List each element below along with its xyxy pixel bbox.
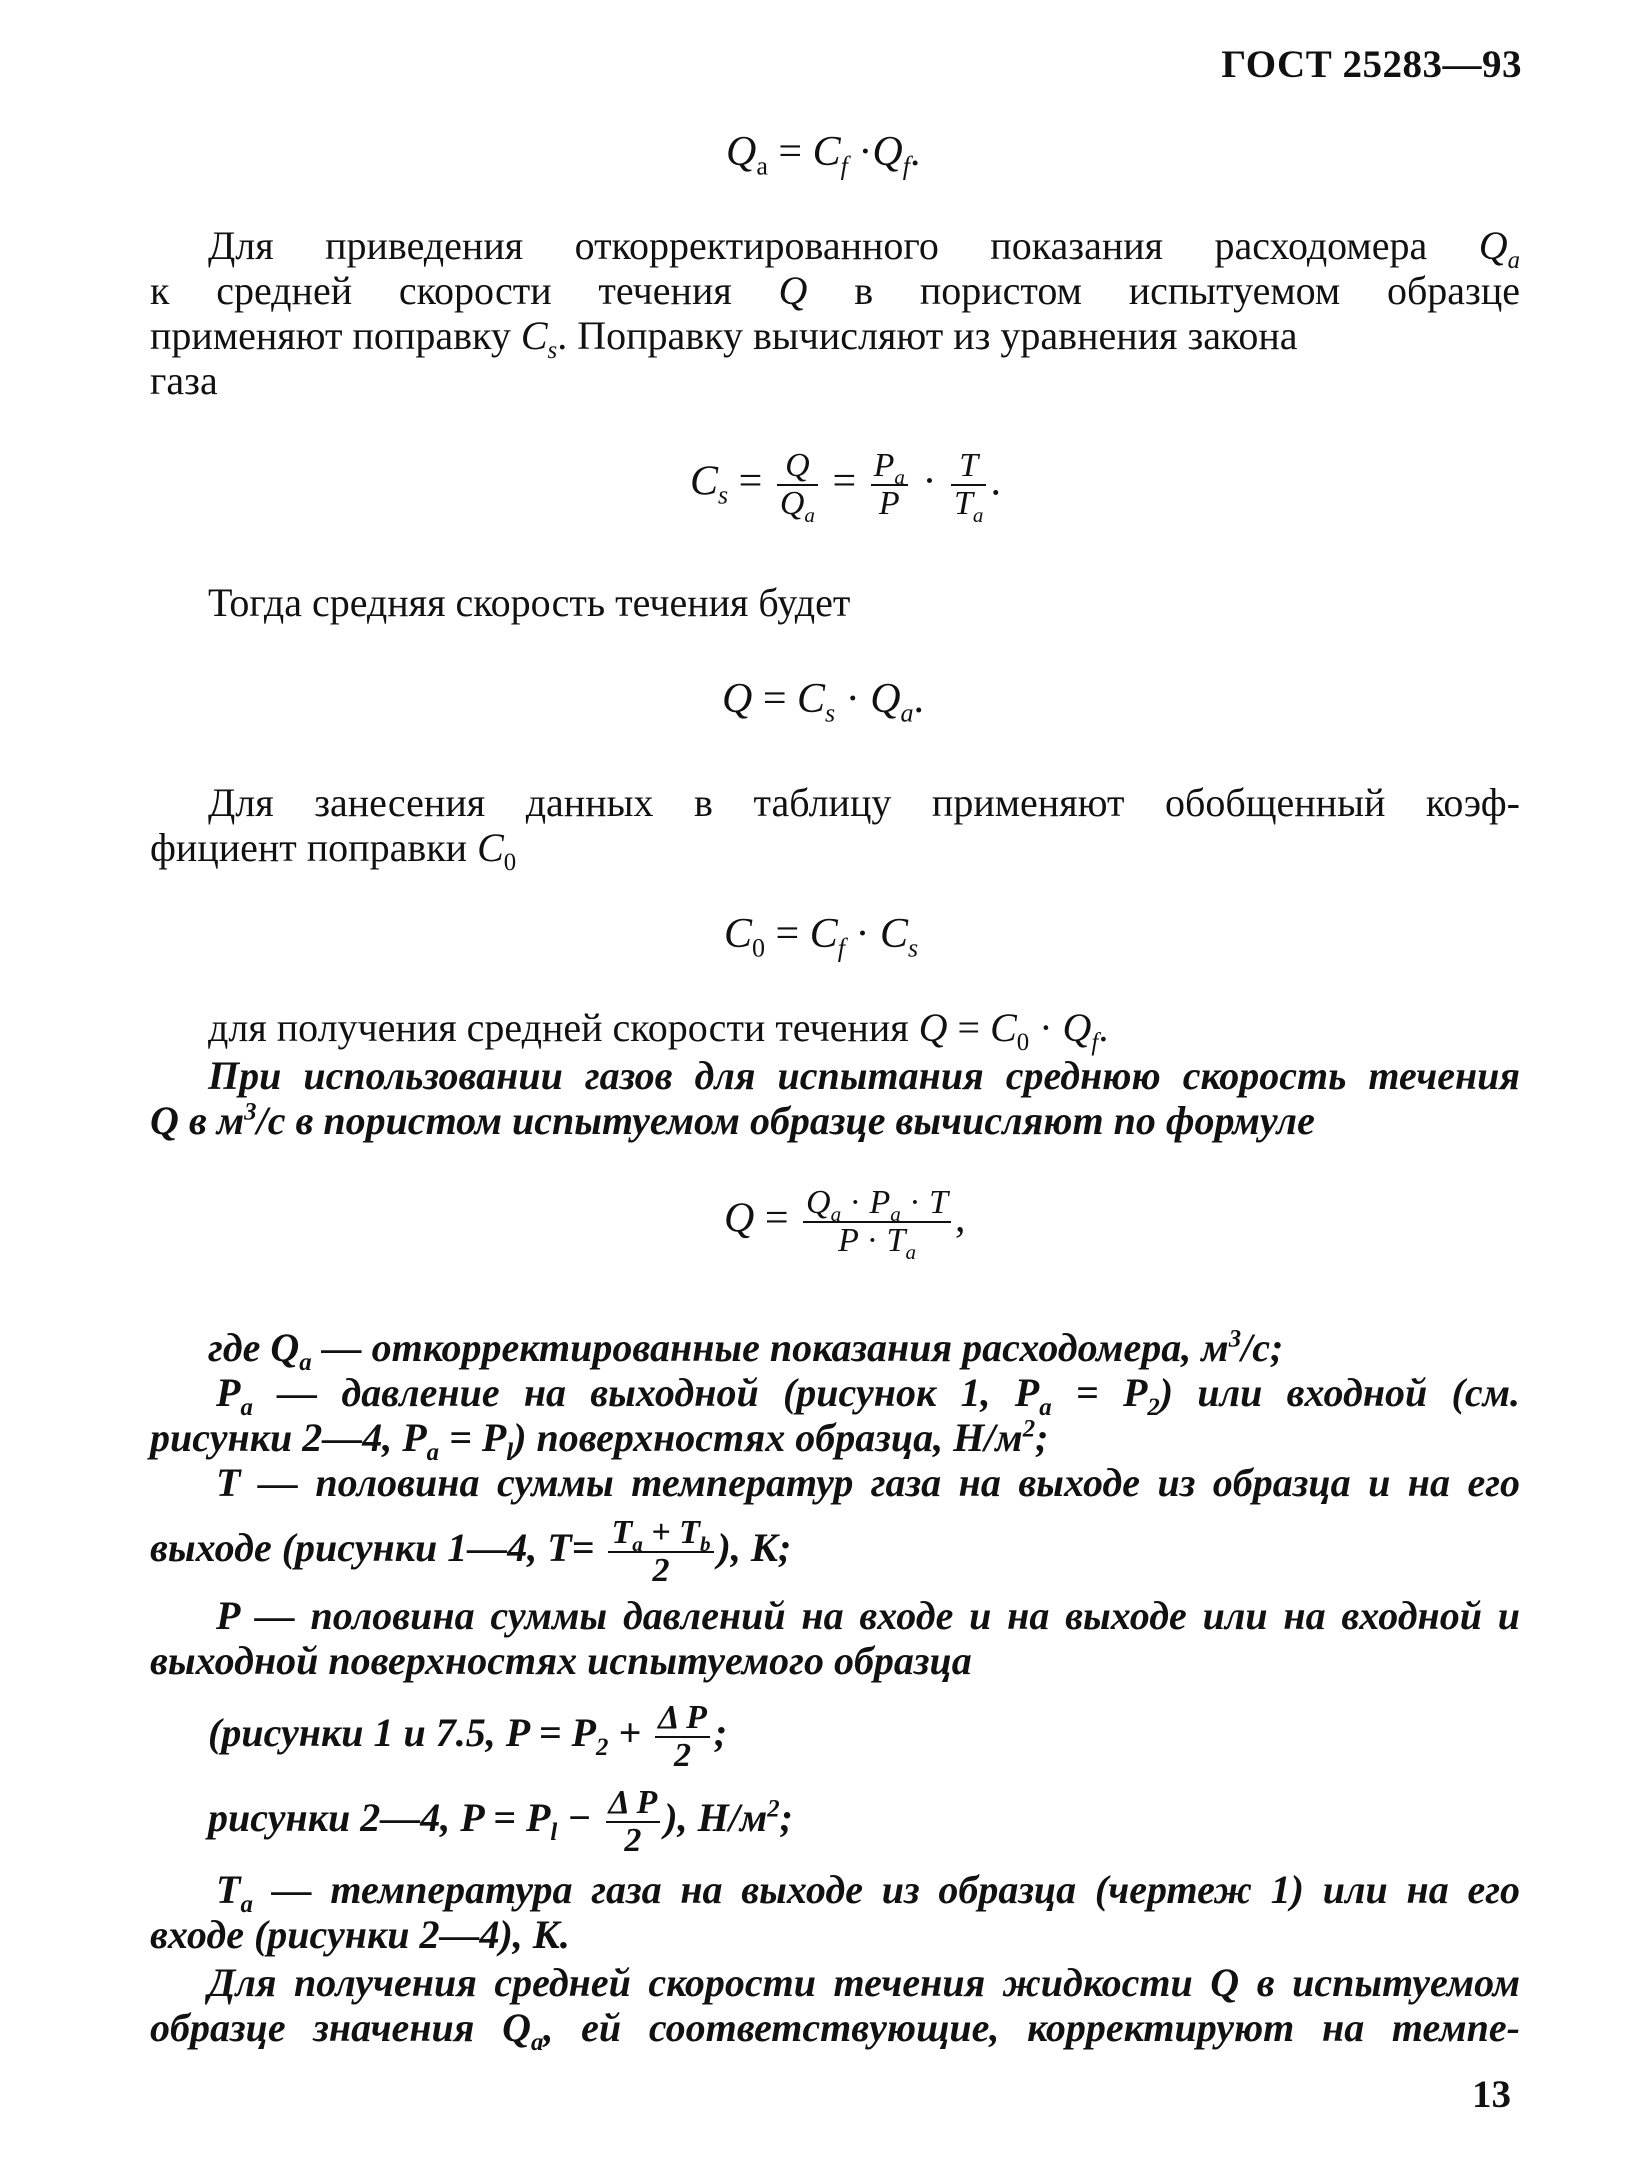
paragraph-line: к средней скорости течения Q в пористом испытуемом образце (150, 268, 1521, 313)
paragraph-line: $P_a$ — давление на выходной (рисунок 1, $P_a = P_2$) или входной (см. (216, 1370, 1521, 1421)
fraction: $\frac{P_a}{P}$ (871, 448, 908, 521)
page-number: 13 (1472, 2073, 1511, 2116)
fraction: $\frac{\text{Δ P}}{2}$ (606, 1785, 661, 1858)
paragraph-line: Для занесения данных в таблицу применяют обобщенный коэф- (208, 780, 1520, 825)
paragraph-line: рисунки 2—4, $P_a = P_l$) поверхностях образца, $Н/м^2$; (150, 1415, 1049, 1466)
paragraph-line: Тогда средняя скорость течения будет (208, 580, 851, 625)
equation-q: $Q = C_s \cdot Q_a$. (722, 676, 925, 728)
paragraph-line: газа (150, 358, 218, 403)
paragraph-line: выходной поверхностях испытуемого образца (150, 1638, 972, 1683)
paragraph-line: где $Q_a$ — откорректированные показания расходомера, $м^3/с$; (208, 1325, 1284, 1376)
fraction: $\frac{T_a + T_b}{2}$ (608, 1515, 713, 1588)
paragraph-line: $T_a$ — температура газа на выходе из образца (чертеж 1) или на его (216, 1867, 1521, 1918)
paragraph-line: При использовании газов для испытания среднюю скорость течения (208, 1053, 1520, 1098)
paragraph-line: Для получения средней скорости течения жидкости Q в испытуемом (208, 1960, 1521, 2005)
equation-q-gas: Q = $\frac{Q_a \cdot P_a \cdot T}{P \cdot T_a}$ , (724, 1184, 966, 1264)
paragraph-line: P — половина суммы давлений на входе и на выходе или на входной и (216, 1593, 1521, 1638)
paragraph-line: для получения средней скорости течения $Q = C_0 \cdot Q_f$. (208, 1005, 1109, 1056)
paragraph-line: рисунки 2—4, $P = P_l$ − $\frac{\text{Δ P}}{2}$ ), $Н/м^2$; (208, 1784, 793, 1859)
paragraph-line: (рисунки 1 и 7.5, $P = P_2$ + $\frac{\text{Δ P}}{2}$ ; (208, 1699, 728, 1774)
equation-cs: $C_s$ = $\frac{Q}{Q_a}$ = $\frac{P_a}{P}$ · $\frac{T}{T_a}$ . (690, 447, 1001, 527)
paragraph-line: T — половина суммы температур газа на выходе из образца и на его (216, 1460, 1521, 1505)
fraction: $\frac{T}{T_a}$ (951, 448, 986, 521)
equation-c0: $C_0 = C_f \cdot C_s$ (724, 911, 919, 963)
fraction: $\frac{Q}{Q_a}$ (777, 448, 818, 521)
equation-qa: $Q_a = C_f \cdot Q_f$. (726, 129, 921, 181)
paragraph-line: Q в $м^3/с$ в пористом испытуемом образце вычисляют по формуле (150, 1098, 1315, 1143)
document-id: ГОСТ 25283—93 (1221, 43, 1522, 86)
fraction: $\frac{Q_a \cdot P_a \cdot T}{P \cdot T_a}$ (803, 1185, 951, 1258)
paragraph-line: Для приведения откорректированного показания расходомера $Q_a$ (208, 223, 1520, 274)
paragraph-line: выходе (рисунки 1—4, T= $\frac{T_a + T_b}{2}$ ), К; (150, 1514, 792, 1589)
paragraph-line: входе (рисунки 2—4), К. (150, 1912, 570, 1957)
paragraph-line: фициент поправки $C_0$ (150, 825, 517, 876)
fraction: $\frac{\text{Δ P}}{2}$ (655, 1700, 710, 1773)
paragraph-line: применяют поправку $C_s$. Поправку вычисляют из уравнения закона (150, 313, 1298, 364)
paragraph-line: образце значения $Q_a$, ей соответствующие, корректируют на темпе- (150, 2005, 1520, 2056)
